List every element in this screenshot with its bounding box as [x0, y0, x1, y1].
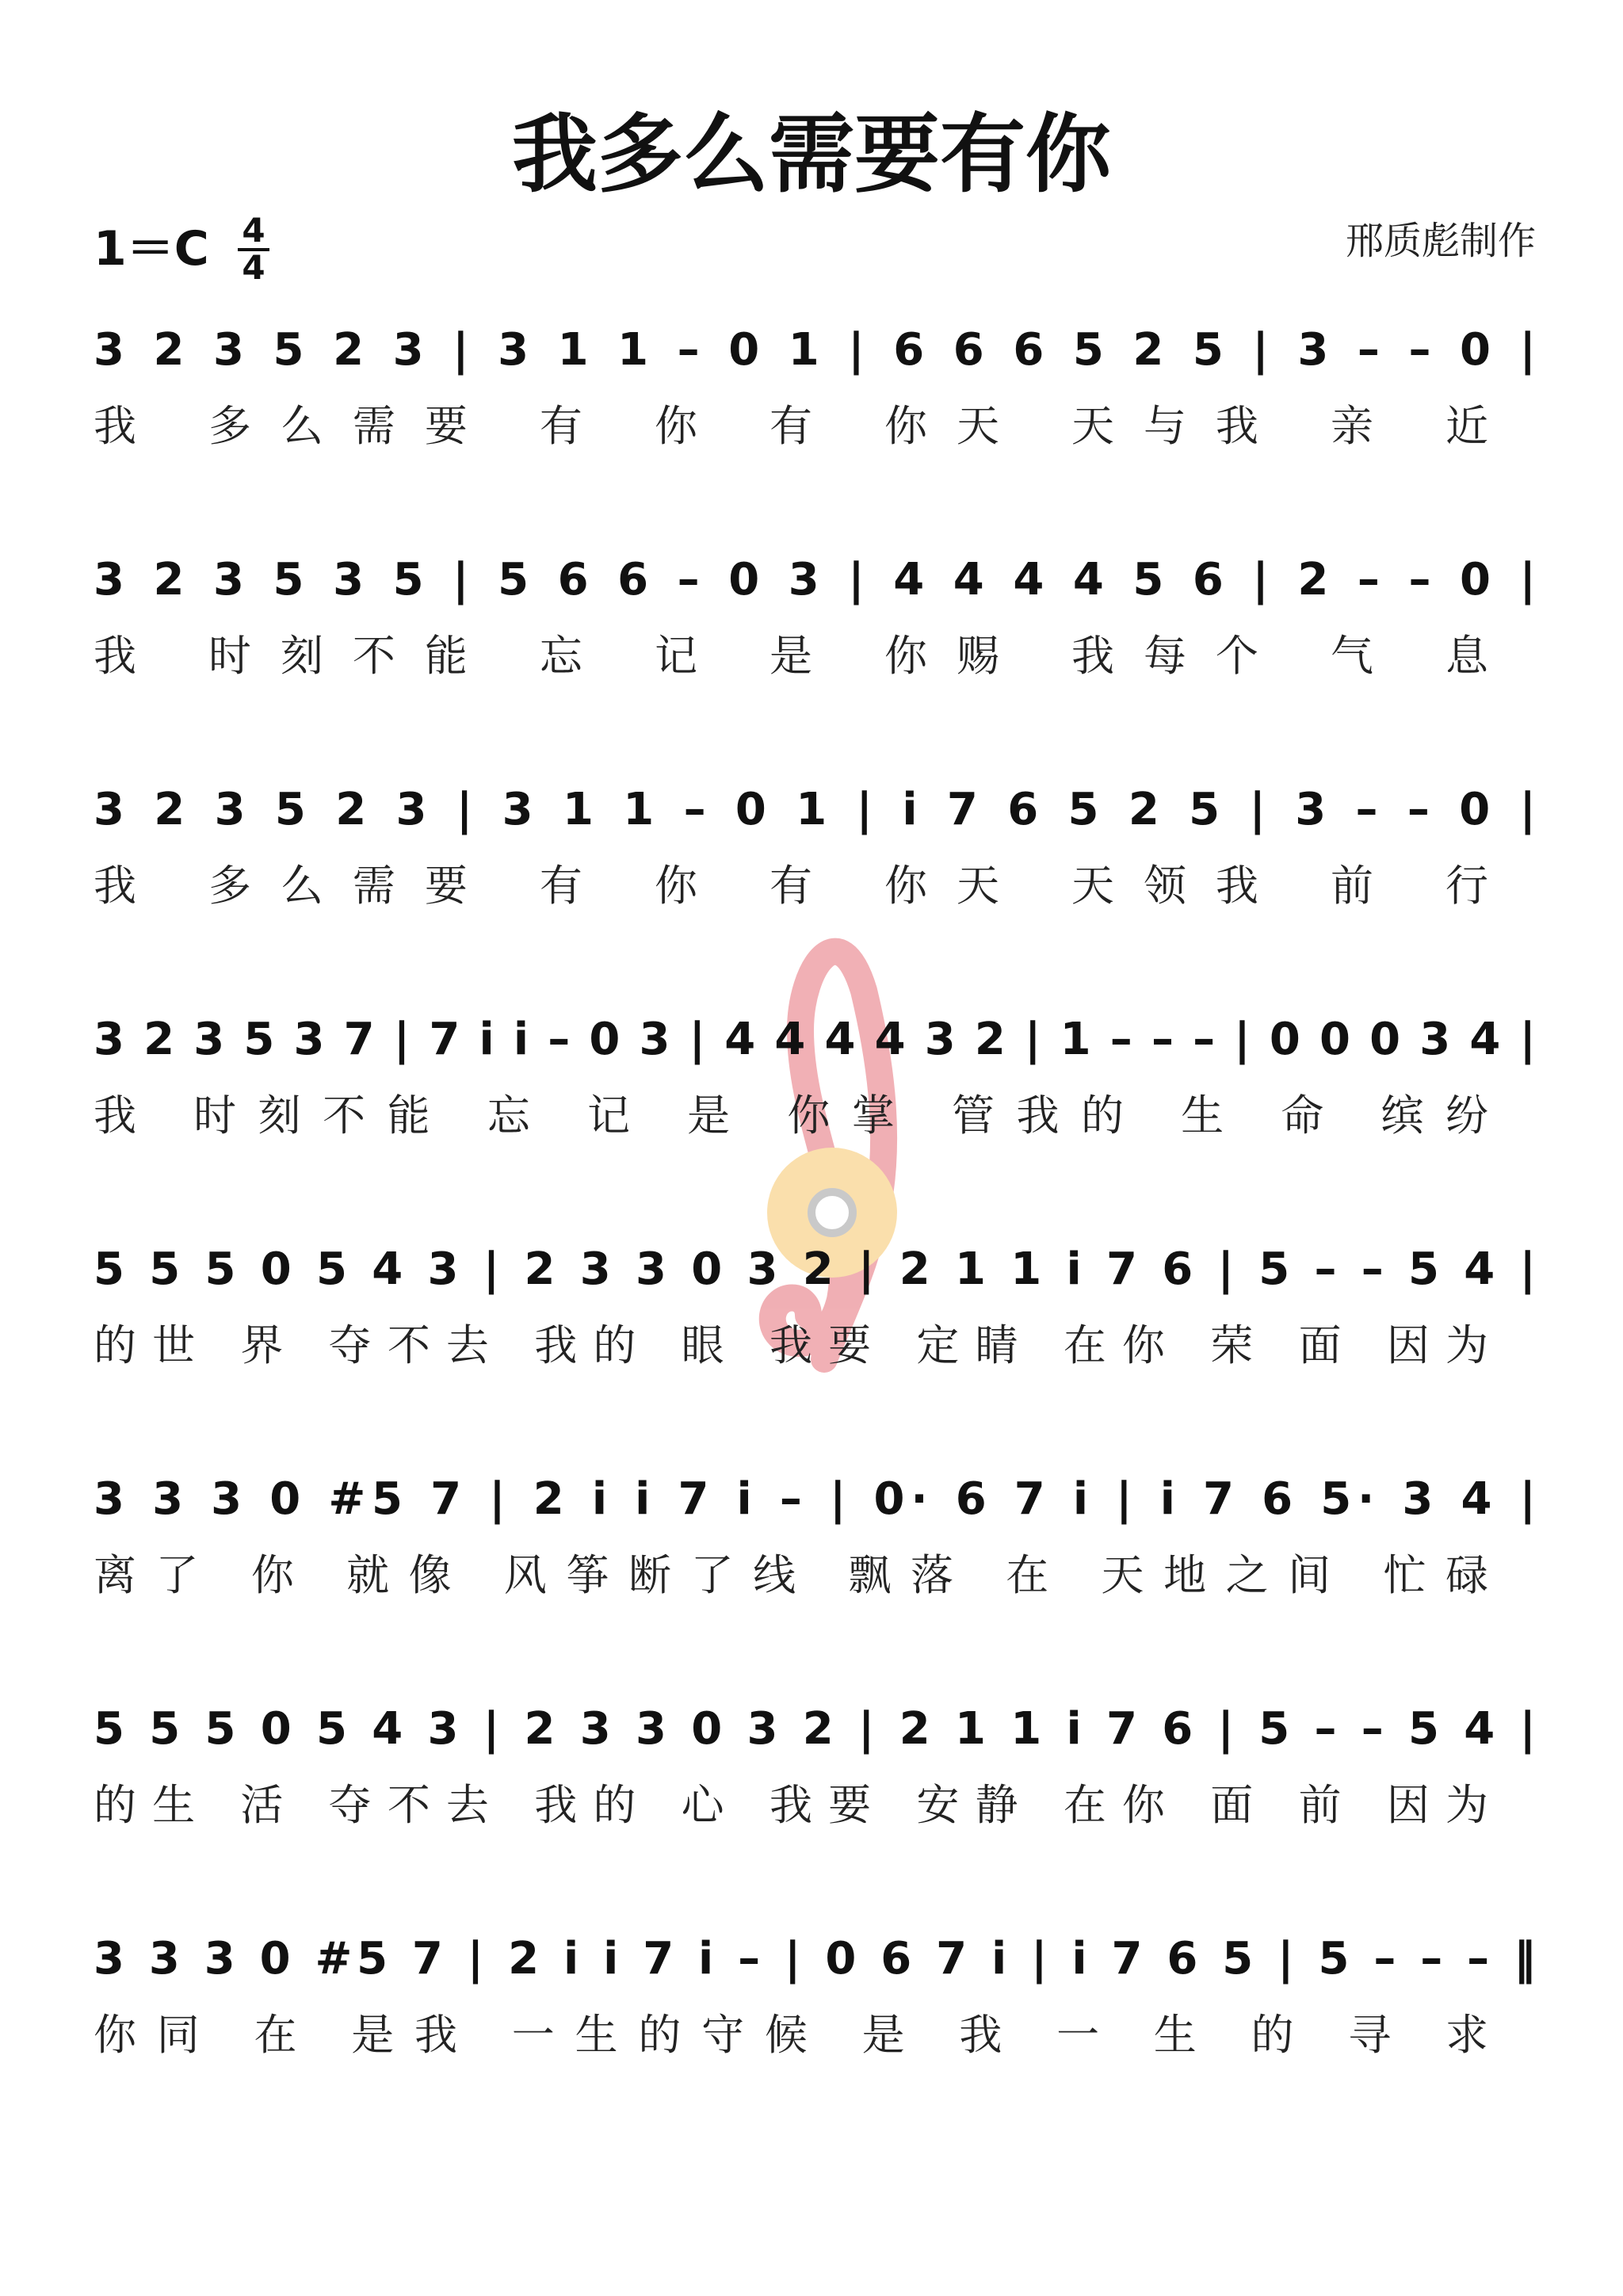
note-row: 5 5 5 0 5 4 3 | 2 3 3 0 3 2 | 2 1 1 i 7 6 | 5 – – 5 4 |: [94, 1703, 1536, 1755]
lyric-row: 的生 活 夺不去 我的 心 我要 安静 在你 面 前 因为: [94, 1780, 1488, 1830]
lyric-row: 离了 你 就像 风筝断了线 飘落 在 天地之间 忙碌: [94, 1550, 1488, 1600]
notation-line: [94, 324, 1536, 451]
lyric-row: 我 时刻不能 忘 记 是 你赐 我每个 气 息: [94, 631, 1488, 681]
notation-line: [94, 1703, 1536, 1830]
notation-line: [94, 1933, 1536, 2060]
lyric-row: 我 多么需要 有 你 有 你天 天与我 亲 近: [94, 401, 1488, 451]
note-row: 3 2 3 5 3 5 | 5 6 6 – 0 3 | 4 4 4 4 5 6 | 2 – – 0 |: [94, 554, 1537, 606]
watermark-logo: [767, 952, 897, 1359]
note-row: 3 2 3 5 2 3 | 3 1 1 – 0 1 | 6 6 6 5 2 5 | 3 – – 0 |: [94, 324, 1537, 376]
key-label: 1＝C: [94, 221, 209, 277]
time-signature-top: 4: [242, 211, 265, 250]
note-row: 3 2 3 5 3 7 | 7 i i – 0 3 | 4 4 4 4 3 2 | 1 – – – | 0 0 0 3 4 |: [94, 1014, 1536, 1065]
time-signature-bottom: 4: [242, 248, 265, 287]
author-credit: 邢质彪制作: [1345, 219, 1536, 263]
lyric-row: 我 时刻不能 忘 记 是 你掌 管我的 生 命 缤纷: [94, 1091, 1488, 1140]
key-signature: [94, 211, 269, 287]
note-row: 5 5 5 0 5 4 3 | 2 3 3 0 3 2 | 2 1 1 i 7 6 | 5 – – 5 4 |: [94, 1244, 1536, 1295]
note-row: 3 3 3 0 #5 7 | 2 i i 7 i – | 0· 6 7 i | i 7 6 5· 3 4 |: [94, 1473, 1536, 1525]
note-row: 3 2 3 5 2 3 | 3 1 1 – 0 1 | i 7 6 5 2 5 | 3 – – 0 |: [94, 784, 1536, 835]
notation-line: [94, 554, 1536, 681]
lyric-row: 我 多么需要 有 你 有 你天 天领我 前 行: [94, 861, 1488, 911]
note-row: 3 3 3 0 #5 7 | 2 i i 7 i – | 0 6 7 i | i 7 6 5 | 5 – – – ‖: [94, 1933, 1536, 1985]
notation-line: [94, 784, 1536, 911]
score-title: 我多么需要有你: [511, 105, 1112, 204]
lyric-row: 的世 界 夺不去 我的 眼 我要 定睛 在你 荣 面 因为: [94, 1320, 1488, 1370]
notation-line: [94, 1473, 1536, 1600]
lyric-row: 你同 在 是我 一生的守候 是 我 一 生 的 寻 求: [94, 2010, 1488, 2060]
